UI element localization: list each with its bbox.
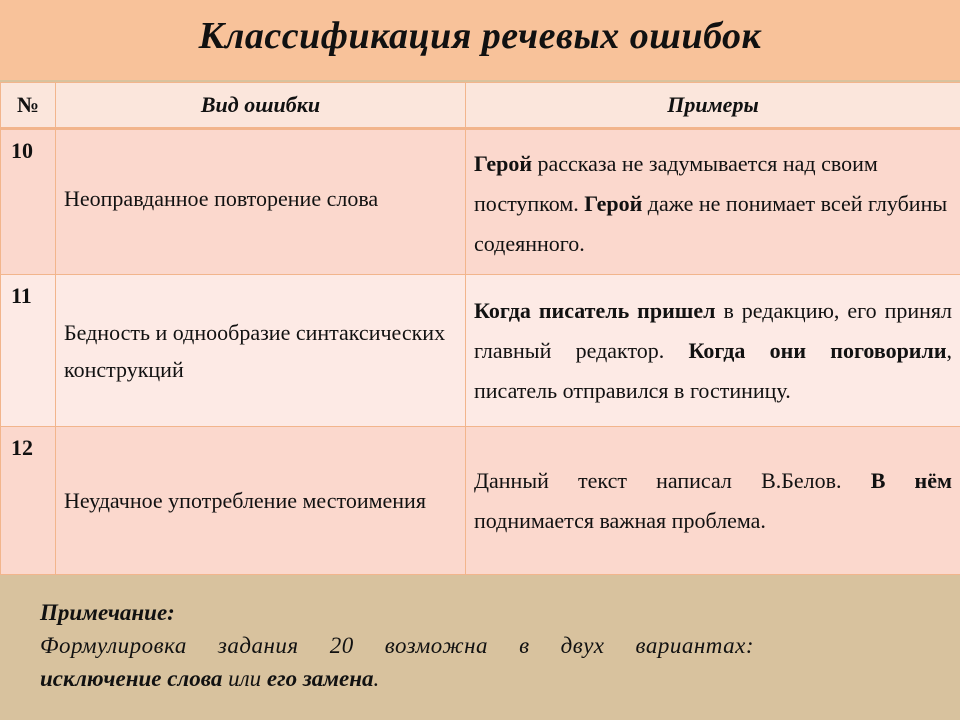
plain-text: Данный текст написал В.Белов. xyxy=(474,467,871,493)
header-examples: Примеры xyxy=(466,83,960,129)
table-header-row xyxy=(1,83,960,129)
error-example xyxy=(466,427,960,575)
table-row xyxy=(1,427,960,575)
emphasis-text: Когда писатель пришел xyxy=(474,297,716,323)
header-kind: Вид ошибки xyxy=(56,83,466,129)
header-num: № xyxy=(1,83,56,129)
note-text: Формулировка задания 20 возможна в двух вариантах: xyxy=(40,633,754,658)
emphasis-text: Когда они поговорили xyxy=(688,337,947,363)
plain-text: в редакцию, его принял главный редактор. xyxy=(474,297,953,363)
plain-text: , писатель отправился в гостиницу. xyxy=(474,337,952,403)
page-title: Классификация речевых ошибок xyxy=(198,15,762,57)
plain-text: рассказа не задумывается над своим поступком. xyxy=(474,151,878,216)
note-title: Примечание: xyxy=(40,600,175,625)
error-kind: Неоправданное повторение слова xyxy=(56,129,466,275)
emphasis-text: Герой xyxy=(584,191,643,216)
plain-text: . xyxy=(373,666,380,691)
emphasis-text: Герой xyxy=(474,151,532,176)
error-example xyxy=(466,129,960,275)
error-example xyxy=(466,275,960,427)
plain-text: поднимается важная проблема. xyxy=(474,507,766,533)
emphasis-text: его замена xyxy=(266,666,374,691)
table-row xyxy=(1,275,960,427)
plain-text: или xyxy=(222,666,267,691)
note xyxy=(40,596,754,695)
error-kind: Бедность и однообразие синтаксических конструкций xyxy=(56,275,466,427)
emphasis-text: исключение слова xyxy=(40,666,223,691)
note-variants xyxy=(40,662,754,695)
plain-text: даже не понимает всей глубины содеянного. xyxy=(474,191,948,256)
table-row xyxy=(1,129,960,275)
error-kind: Неудачное употребление местоимения xyxy=(56,427,466,575)
emphasis-text: В нём xyxy=(870,467,952,493)
row-number: 12 xyxy=(1,427,56,575)
title-bar xyxy=(0,0,960,80)
row-number: 11 xyxy=(1,275,56,427)
errors-table xyxy=(0,82,960,575)
row-number: 10 xyxy=(1,129,56,275)
